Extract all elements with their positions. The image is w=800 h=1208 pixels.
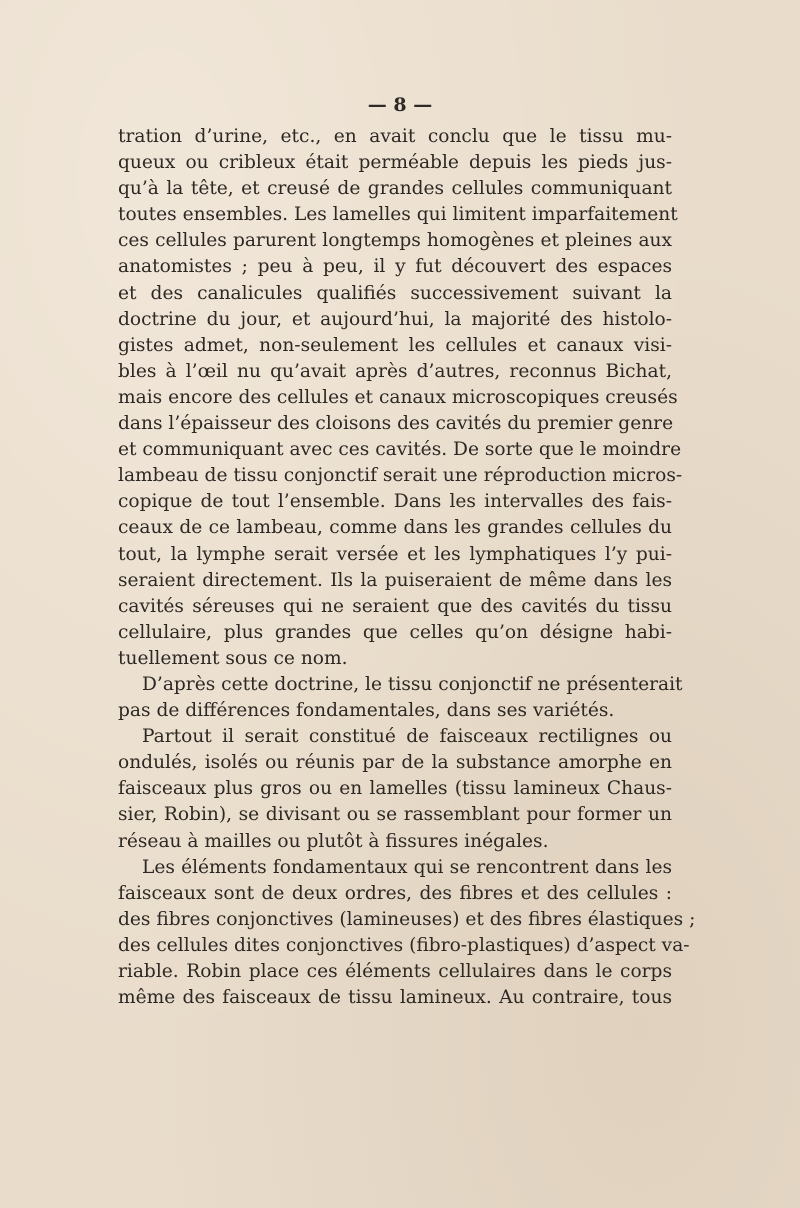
text-line: ces cellules parurent longtemps homogènes et pleines aux: [118, 230, 672, 252]
text-line: ondulés, isolés ou réunis par de la substance amorphe en: [118, 752, 672, 774]
page-number: — 8 —: [367, 94, 433, 116]
text-line: doctrine du jour, et aujourd’hui, la majorité des histolo-: [118, 308, 672, 330]
text-line: réseau à mailles ou plutôt à fissures inégales.: [118, 830, 549, 852]
text-line: dans l’épaisseur des cloisons des cavités du premier genre: [118, 413, 674, 435]
text-line: Partout il serait constitué de faisceaux rectilignes ou: [142, 726, 672, 748]
text-line: cellulaire, plus grandes que celles qu’on désigne habi-: [118, 621, 672, 643]
text-line: gistes admet, non-seulement les cellules et canaux visi-: [118, 334, 672, 356]
text-line: toutes ensembles. Les lamelles qui limitent imparfaitement: [118, 204, 678, 226]
text-line: copique de tout l’ensemble. Dans les intervalles des fais-: [118, 491, 672, 513]
paragraph-4: [118, 855, 696, 1012]
text-line: tuellement sous ce nom.: [118, 647, 348, 669]
paragraph-1: [118, 124, 683, 672]
text-line: queux ou cribleux était perméable depuis les pieds jus-: [118, 152, 672, 174]
text-line: des fibres conjonctives (lamineuses) et des fibres élastiques ;: [118, 908, 696, 930]
text-line: faisceaux plus gros ou en lamelles (tissu lamineux Chaus-: [118, 778, 672, 800]
body-text: [118, 124, 696, 1011]
text-line: anatomistes ; peu à peu, il y fut découvert des espaces: [118, 256, 672, 278]
text-line: faisceaux sont de deux ordres, des fibres et des cellules :: [118, 882, 672, 904]
text-line: tration d’urine, etc., en avait conclu que le tissu mu-: [118, 126, 672, 147]
text-line: même des faisceaux de tissu lamineux. Au contraire, tous: [118, 987, 672, 1009]
text-line: bles à l’œil nu qu’avait après d’autres, reconnus Bichat,: [118, 360, 672, 382]
paragraph-3: [118, 724, 672, 854]
text-line: pas de différences fondamentales, dans ses variétés.: [118, 700, 615, 722]
text-line: ceaux de ce lambeau, comme dans les grandes cellules du: [118, 517, 672, 539]
text-line: lambeau de tissu conjonctif serait une réproduction micros-: [118, 465, 683, 487]
text-line: Les éléments fondamentaux qui se rencontrent dans les: [142, 856, 672, 878]
text-line: mais encore des cellules et canaux microscopiques creusés: [118, 386, 678, 408]
text-line: sier, Robin), se divisant ou se rassemblant pour former un: [118, 804, 672, 826]
text-line: et des canalicules qualifiés successivement suivant la: [118, 282, 672, 304]
text-line: qu’à la tête, et creusé de grandes cellules communiquant: [118, 178, 672, 200]
text-line: seraient directement. Ils la puiseraient de même dans les: [118, 569, 672, 591]
text-line: D’après cette doctrine, le tissu conjonctif ne présenterait: [142, 673, 683, 695]
text-line: riable. Robin place ces éléments cellulaires dans le corps: [118, 961, 672, 982]
text-line: tout, la lymphe serait versée et les lymphatiques l’y pui-: [118, 543, 672, 565]
text-line: des cellules dites conjonctives (fibro-plastiques) d’aspect va-: [118, 934, 690, 956]
text-line: et communiquant avec ces cavités. De sorte que le moindre: [118, 439, 682, 461]
paragraph-2: [118, 672, 683, 724]
text-line: cavités séreuses qui ne seraient que des cavités du tissu: [118, 595, 672, 617]
